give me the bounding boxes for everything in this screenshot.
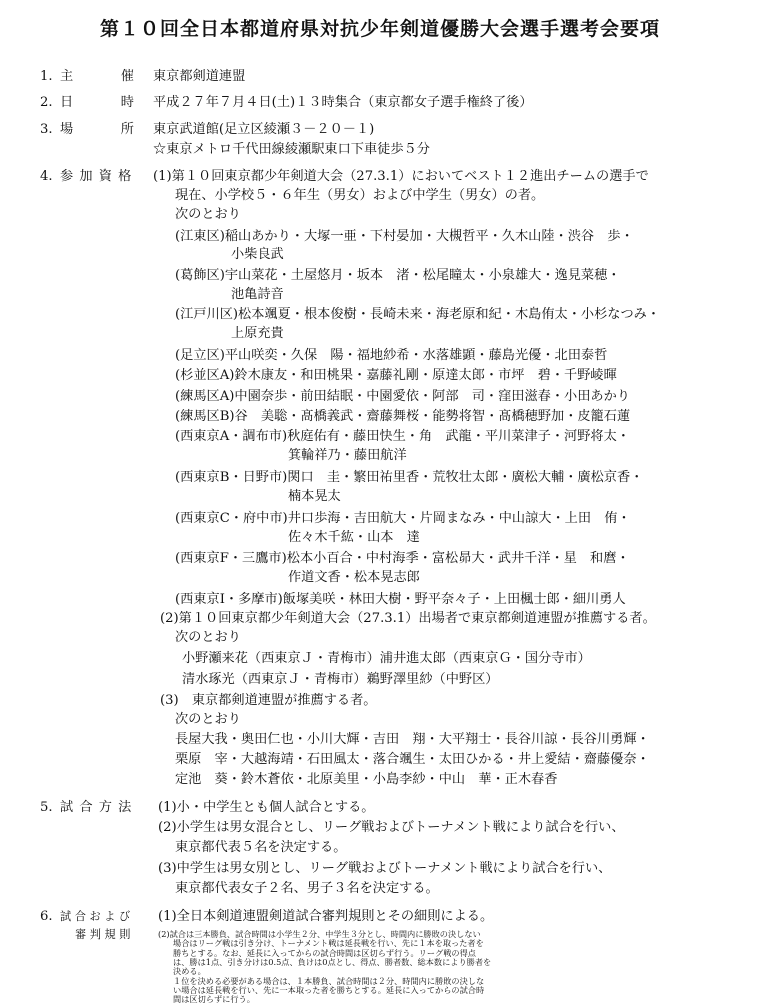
- section-4-line: (西東京C・府中市)井口歩海・吉田航大・片岡まなみ・中山諒大・上田 侑・: [175, 511, 631, 526]
- section-5-line: (1)小・中学生とも個人試合とする。: [158, 800, 375, 815]
- section-1-line: 東京都剣道連盟: [153, 69, 246, 84]
- section-6-label-2: 審 判 規 則: [75, 928, 131, 941]
- section-5-label: 試 合 方 法: [60, 800, 133, 815]
- page-title: 第１０回全日本都道府県対抗少年剣道優勝大会選手選考会要項: [99, 18, 660, 40]
- section-2-number: 2.: [40, 95, 53, 110]
- section-4-line: (西東京A・調布市)秋庭佑有・藤田快生・角 武龍・平川菜津子・河野将太・: [175, 429, 630, 444]
- section-3-line: 東京武道館(足立区綾瀬３－２０－１): [153, 122, 375, 137]
- section-4-line: 定池 葵・鈴木蒼依・北原美里・小島李紗・中山 華・正木春香: [175, 772, 558, 787]
- section-4-line: 小柴良武: [231, 247, 284, 262]
- section-6-line: 決める。: [173, 966, 206, 977]
- section-1-label: 主 催: [60, 69, 136, 84]
- section-4-line: 上原充貴: [231, 326, 284, 341]
- section-6-line: (1)全日本剣道連盟剣道試合審判規則とその細則による。: [158, 909, 494, 924]
- section-4-line: 現在、小学校５・６年生（男女）および中学生（男女）の者。: [175, 188, 545, 203]
- section-4-line: (足立区)平山咲奕・久保 陽・福地紗希・水落雄顕・藤島光優・北田泰哲: [175, 348, 608, 363]
- section-4-line: 清水琢光（西東京Ｊ・青梅市）鵜野澤里紗（中野区）: [182, 672, 499, 687]
- section-6-number: 6.: [40, 909, 53, 924]
- section-3-label: 場 所: [60, 122, 136, 137]
- section-4-number: 4.: [40, 169, 53, 184]
- section-4-line: (西東京F・三鷹市)松本小百合・中村海季・富松昴大・武井千洋・星 和麿・: [175, 551, 630, 566]
- section-6-line: は、勝は1点、引き分けは0.5点、負けは0点とし、得点、勝者数、総本数により勝者を: [173, 956, 492, 967]
- section-4-line: 栗原 宰・大越海靖・石田風太・落合颯生・太田ひかる・井上愛結・齋藤優奈・: [175, 752, 650, 767]
- section-4-line: 次のとおり: [175, 712, 241, 727]
- section-4-line: 長屋大我・奥田仁也・小川大輝・吉田 翔・大平翔士・長谷川諒・長谷川勇輝・: [175, 732, 650, 747]
- section-6-line: い場合は延長戦を行い、先に一本取った者を勝ちとする。延長に入ってからの試合時: [173, 984, 485, 995]
- section-6-line: １位を決める必要がある場合は、１本勝負、試合時間は２分、時間内に勝敗の決しな: [173, 975, 485, 986]
- section-5-line: (3)中学生は男女別とし、リーグ戦およびトーナメント戦により試合を行い、: [158, 861, 612, 876]
- section-3-number: 3.: [40, 122, 53, 137]
- section-2-line: 平成２７年７月４日(土)１３時集合（東京都女子選手権終了後）: [153, 95, 533, 110]
- section-6-line: 場合はリーグ戦は引き分け、トーナメント戦は延長戦を行い、先に１本を取った者を: [173, 938, 484, 949]
- section-4-line: (2)第１０回東京都少年剣道大会（27.3.1）出場者で東京都剣道連盟が推薦する者。: [160, 611, 656, 626]
- section-4-line: 池亀詩音: [231, 287, 284, 302]
- section-1-number: 1.: [40, 69, 53, 84]
- section-3-line: ☆東京メトロ千代田線綾瀬駅東口下車徒歩５分: [153, 142, 430, 157]
- section-4-line: 次のとおり: [175, 630, 241, 645]
- section-2-label: 日 時: [60, 95, 136, 110]
- section-5-number: 5.: [40, 800, 53, 815]
- section-4-line: 次のとおり: [175, 207, 241, 222]
- section-5-line: 東京都代表女子２名、男子３名を決定する。: [175, 881, 439, 896]
- section-6-line: 間は区切らずに行う。: [173, 994, 255, 1004]
- section-4-line: (3) 東京都剣道連盟が推薦する者。: [160, 693, 377, 708]
- section-5-line: 東京都代表５名を決定する。: [175, 840, 347, 855]
- section-4-line: 作道文香・松本晃志郎: [288, 570, 420, 585]
- section-4-line: 楠本晃太: [288, 489, 341, 504]
- section-4-line: (葛飾区)宇山菜花・土屋悠月・坂本 渚・松尾瞳太・小泉雄大・逸見菜穂・: [175, 268, 621, 283]
- section-4-line: (江東区)稲山あかり・大塚一亜・下村晏加・大槻哲平・久木山陸・渋谷 歩・: [175, 229, 634, 244]
- section-6-line: (2)試合は三本勝負、試合時間は小学生２分、中学生３分とし、時間内に勝敗の決しない: [158, 929, 481, 939]
- section-4-line: 佐々木千紘・山本 達: [288, 530, 420, 545]
- section-4-line: 箕輪祥乃・藤田航洋: [288, 448, 407, 463]
- section-6-line: 勝ちとする。なお、延長に入ってからの試合時間は区切らず行う。リーグ戦の得点: [173, 947, 476, 958]
- section-6-label: 試 合 お よ び: [60, 910, 131, 923]
- section-4-line: (練馬区B)谷 美聡・髙橋義武・齋藤舞桜・能勢将智・髙橋穂野加・皮籠石蓮: [175, 409, 631, 424]
- section-4-line: (練馬区A)中園奈歩・前田結眠・中園愛依・阿部 司・窪田滋春・小田あかり: [175, 389, 630, 404]
- section-4-label: 参 加 資 格: [60, 169, 133, 184]
- section-4-line: (杉並区A)鈴木康友・和田桃果・嘉藤礼剛・原達太郎・市坪 碧・千野崚暉: [175, 368, 617, 383]
- section-4-line: (1)第１０回東京都少年剣道大会（27.3.1）においてベスト１２進出チームの選手で: [153, 169, 649, 184]
- section-5-line: (2)小学生は男女混合とし、リーグ戦およびトーナメント戦により試合を行い、: [158, 820, 625, 835]
- section-4-line: (江戸川区)松本颯夏・根本俊樹・長崎未来・海老原和紀・木島侑太・小杉なつみ・: [175, 307, 661, 322]
- section-4-line: (西東京I・多摩市)飯塚美咲・林田大樹・野平奈々子・上田楓士郎・細川勇人: [175, 592, 626, 607]
- section-4-line: (西東京B・日野市)関口 圭・繁田祐里香・荒牧壮太郎・廣松大輔・廣松京香・: [175, 470, 644, 485]
- section-4-line: 小野瀬来花（西東京Ｊ・青梅市）浦井進太郎（西東京Ｇ・国分寺市）: [182, 651, 591, 666]
